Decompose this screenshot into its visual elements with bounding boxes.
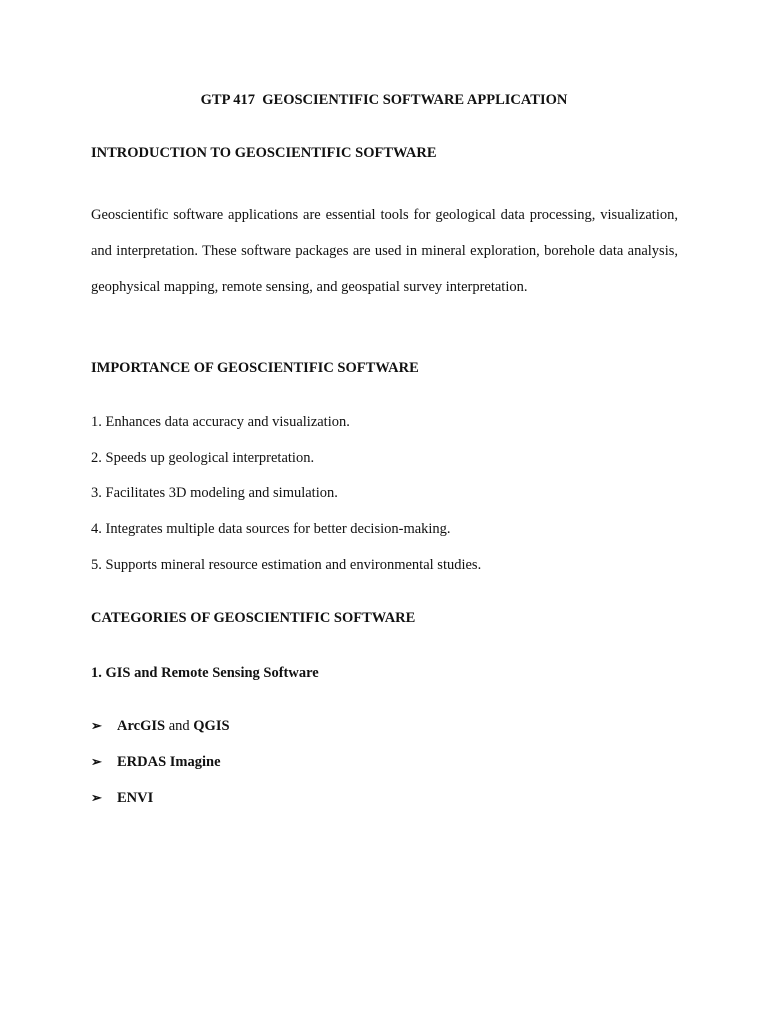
arrow-bullet-icon: ➢ xyxy=(91,718,102,733)
importance-heading: IMPORTANCE OF GEOSCIENTIFIC SOFTWARE xyxy=(91,360,419,376)
erdas-label: ERDAS Imagine xyxy=(117,754,221,770)
importance-item-2: 2. Speeds up geological interpretation. xyxy=(91,450,315,466)
arcgis-label: ArcGIS xyxy=(117,718,166,734)
envi-label: ENVI xyxy=(117,790,154,806)
importance-item-5: 5. Supports mineral resource estimation and environmental studies. xyxy=(91,557,482,573)
importance-item-3: 3. Facilitates 3D modeling and simulation. xyxy=(91,485,338,501)
categories-heading: CATEGORIES OF GEOSCIENTIFIC SOFTWARE xyxy=(91,610,416,626)
arrow-bullet-icon: ➢ xyxy=(91,754,102,769)
bullet-item-arcgis-qgis xyxy=(91,718,230,735)
intro-paragraph: Geoscientific software applications are essential tools for geological data processing, visualization, and interpretation. These software packages are used in mineral exploration, borehole data analysis, geophysical mapping, remote sensing, and geospatial survey interpretation. xyxy=(91,207,678,295)
and-connector: and xyxy=(165,718,194,734)
arrow-bullet-icon: ➢ xyxy=(91,790,102,805)
document-title: GTP 417 GEOSCIENTIFIC SOFTWARE APPLICATION xyxy=(200,92,568,108)
qgis-label: QGIS xyxy=(193,718,230,734)
importance-item-4: 4. Integrates multiple data sources for better decision-making. xyxy=(91,521,451,537)
bullet-item-envi xyxy=(91,790,153,807)
gis-heading: 1. GIS and Remote Sensing Software xyxy=(91,665,319,681)
intro-heading: INTRODUCTION TO GEOSCIENTIFIC SOFTWARE xyxy=(91,145,437,161)
importance-item-1: 1. Enhances data accuracy and visualization. xyxy=(91,414,350,430)
bullet-item-erdas xyxy=(91,754,221,771)
